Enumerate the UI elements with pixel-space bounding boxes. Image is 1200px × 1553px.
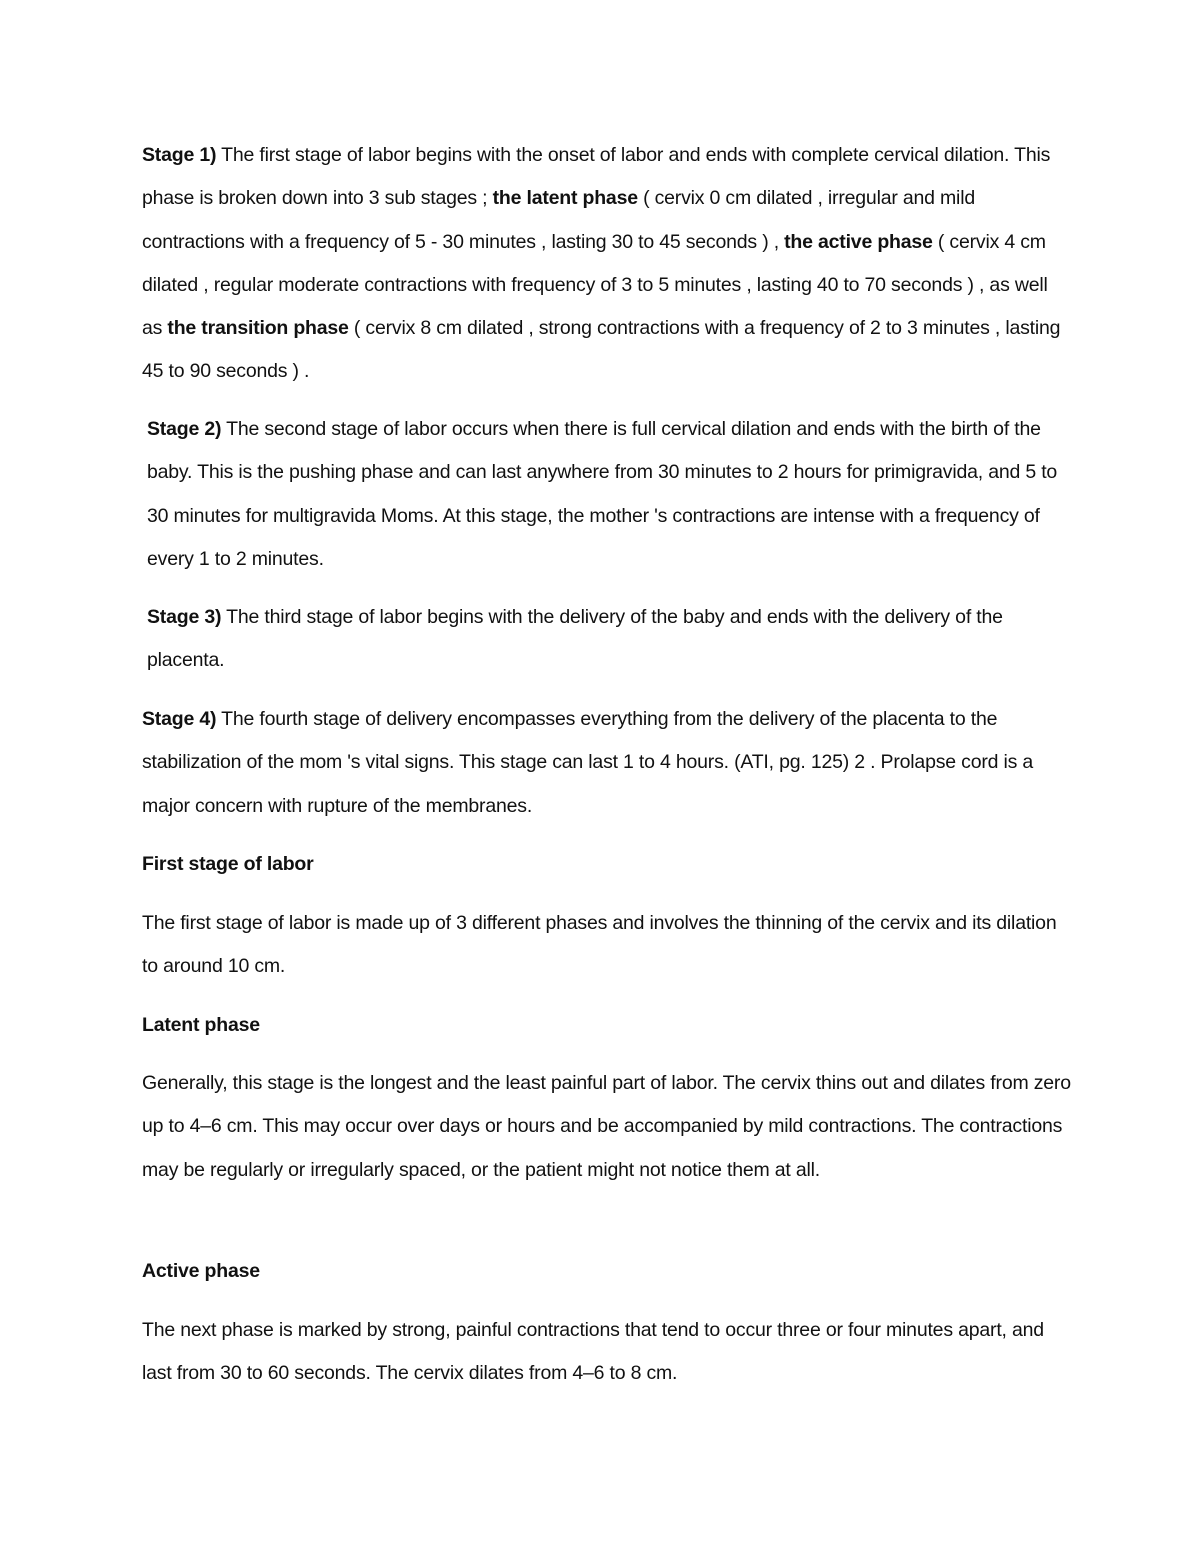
stage1-text-b: ( cervix 0 cm dilated , irregular and mild contractions with a frequency of 5 - 30 minutes , lasting 30 to 45 seconds ) ,	[142, 187, 975, 253]
stage4-text: The fourth stage of delivery encompasses everything from the delivery of the placenta to the stabilization of the mom 's vital signs. This stage can last 1 to 4 hours. (ATI, pg. 125) 2 . Prolapse cord is a major concern with rupture of the membranes.	[142, 708, 1034, 817]
stage3-text: The third stage of labor begins with the delivery of the baby and ends with the delivery of the placenta.	[147, 606, 1003, 672]
active-phase-heading: Active phase	[142, 1260, 260, 1282]
latent-phase-label: the latent phase	[492, 187, 638, 210]
stage3-label: Stage 3)	[147, 606, 222, 628]
first-stage-heading: First stage of labor	[142, 853, 314, 875]
stage1-text-c: ( cervix 4 cm dilated , regular moderate contractions with frequency of 3 to 5 minutes , lasting 40 to 70 seconds ) , as well as	[142, 230, 1048, 340]
stage4-paragraph	[142, 698, 1072, 828]
stage1-text-a: The first stage of labor begins with the onset of labor and ends with complete cervical dilation. This phase is broken down into 3 sub stages ;	[142, 144, 1051, 210]
stage1-paragraph	[142, 134, 1072, 394]
active-phase-text: The next phase is marked by strong, painful contractions that tend to occur three or four minutes apart, and last from 30 to 60 seconds. The cervix dilates from 4–6 to 8 cm.	[142, 1319, 1044, 1385]
stage2-text: The second stage of labor occurs when there is full cervical dilation and ends with the birth of the baby. This is the pushing phase and can last anywhere from 30 minutes to 2 hours for primigravida, and 5 to 30 minutes for multigravida Moms. At this stage, the mother 's contractions are intense with a frequency of every 1 to 2 minutes.	[147, 418, 1058, 570]
stage3-paragraph	[142, 596, 1077, 683]
stage1-label: Stage 1)	[142, 144, 217, 166]
latent-phase-text: Generally, this stage is the longest and the least painful part of labor. The cervix thins out and dilates from zero up to 4–6 cm. This may occur over days or hours and be accompanied by mild contractions. The contractions may be regularly or irregularly spaced, or the patient might not notice them at all.	[142, 1072, 1071, 1181]
stage2-paragraph	[142, 408, 1077, 581]
active-phase-label: the active phase	[784, 230, 933, 253]
transition-phase-label: the transition phase	[167, 317, 349, 340]
stage1-text-d: ( cervix 8 cm dilated , strong contractions with a frequency of 2 to 3 minutes , lasting 45 to 90 seconds ) .	[142, 317, 1061, 383]
stage2-label: Stage 2)	[147, 418, 222, 440]
first-stage-text: The first stage of labor is made up of 3 different phases and involves the thinning of the cervix and its dilation to around 10 cm.	[142, 912, 1057, 978]
stage4-label: Stage 4)	[142, 708, 217, 730]
latent-phase-heading: Latent phase	[142, 1014, 260, 1036]
